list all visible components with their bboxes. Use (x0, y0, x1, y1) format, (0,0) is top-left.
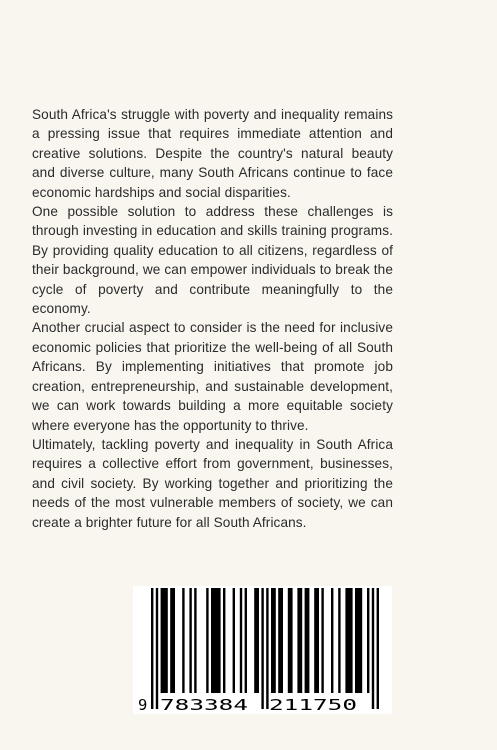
barcode-bar (254, 588, 259, 693)
barcode-bar (189, 588, 191, 693)
barcode-guard-bar (151, 588, 153, 709)
barcode-bar (223, 588, 225, 693)
isbn-barcode (133, 586, 392, 714)
barcode-guard-bar (377, 588, 379, 709)
barcode-bar (245, 588, 247, 693)
barcode-guard-bar (372, 588, 374, 709)
paragraph-1: South Africa's struggle with poverty and inequality remains a pressing issue that requires immediate attention and creative solutions. Despite the country's natural beauty and diverse culture, many South Africans continue to face economic hardships and social disparities. (32, 107, 393, 200)
barcode-digits (138, 696, 357, 714)
barcode-bar (240, 588, 242, 693)
barcode-bar (367, 588, 369, 693)
barcode-bar (305, 588, 310, 693)
barcode-bar (233, 588, 235, 693)
barcode-first-digit: 9 (138, 696, 148, 714)
barcode-bar (194, 588, 196, 693)
barcode-bar (314, 588, 319, 693)
barcode-bar (170, 588, 175, 693)
barcode-bar (278, 588, 283, 693)
barcode-bar (182, 588, 184, 693)
barcode-bar (288, 588, 293, 693)
barcode-bar (321, 588, 323, 693)
barcode-graphic (133, 586, 392, 714)
barcode-bar (345, 588, 352, 693)
barcode-bar (211, 588, 221, 693)
paragraph-4: Ultimately, tackling poverty and inequality in South Africa requires a collective effort from government, businesses, and civil society. By working together and prioritizing the needs of the most vulnerable members of society, we can create a brighter future for all South Africans. (32, 436, 393, 530)
barcode-guard-bar (266, 588, 268, 709)
barcode-bar (271, 588, 276, 693)
barcode-bars (151, 588, 379, 709)
barcode-bar (338, 588, 340, 693)
barcode-bar (297, 588, 302, 693)
paragraph-2: One possible solution to address these challenges is through investing in education and skills training programs. By providing quality education to all citizens, regardless of their background, we can empower individuals to break the cycle of poverty and contribute meaningfully to the economy. (32, 204, 393, 317)
back-cover-text (32, 105, 393, 532)
barcode-left-digits: 783384 (160, 696, 248, 714)
barcode-bar (355, 588, 362, 693)
barcode-bar (161, 588, 168, 693)
barcode-right-digits: 211750 (269, 696, 357, 714)
barcode-bar (331, 588, 333, 693)
paragraph-3: Another crucial aspect to consider is the need for inclusive economic policies that prioritize the well-being of all South Africans. By implementing initiatives that promote job creation, entrepreneurship, and sustainable development, we can work towards building a more equitable society where everyone has the opportunity to thrive. (32, 320, 393, 433)
barcode-bar (206, 588, 208, 693)
barcode-guard-bar (156, 588, 158, 709)
barcode-guard-bar (261, 588, 263, 709)
